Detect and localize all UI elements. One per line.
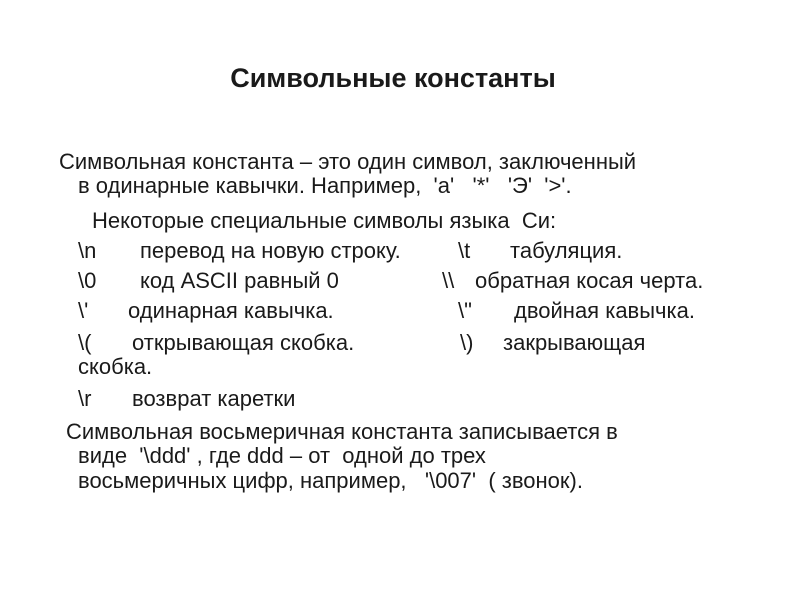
escape-code: \t <box>458 238 471 263</box>
intro-line-2: в одинарные кавычки. Например, 'a' '*' 'Э' '>'. <box>78 173 572 198</box>
escape-description: перевод на новую строку. <box>140 238 401 263</box>
escape-code: \0 <box>78 268 97 293</box>
escape-code: \) <box>460 330 474 355</box>
escape-code: \( <box>78 330 92 355</box>
escape-code: \" <box>458 298 472 323</box>
escape-description: двойная кавычка. <box>514 298 695 323</box>
octal-line-3: восьмеричных цифр, например, '\007' ( звонок). <box>78 468 583 493</box>
escape-description: возврат каретки <box>132 386 296 411</box>
escape-description-continued: скобка. <box>78 354 153 379</box>
octal-line-1: Символьная восьмеричная константа записывается в <box>66 419 618 444</box>
escape-code: \r <box>78 386 92 411</box>
octal-line-2: виде '\ddd' , где ddd – от одной до трех <box>78 443 486 468</box>
slide-title: Символьные константы <box>230 63 556 93</box>
intro-line-1: Символьная константа – это один символ, заключенный <box>59 149 637 174</box>
escape-description: код ASCII равный 0 <box>140 268 339 293</box>
escape-code: \n <box>78 238 97 263</box>
escape-description: табуляция. <box>510 238 623 263</box>
escape-description: одинарная кавычка. <box>128 298 334 323</box>
escape-code: \' <box>78 298 89 323</box>
escape-description: закрывающая <box>503 330 646 355</box>
special-symbols-intro: Некоторые специальные символы языка Си: <box>92 208 557 233</box>
escape-description: обратная косая черта. <box>475 268 704 293</box>
escape-description: открывающая скобка. <box>132 330 355 355</box>
escape-code: \\ <box>442 268 455 293</box>
